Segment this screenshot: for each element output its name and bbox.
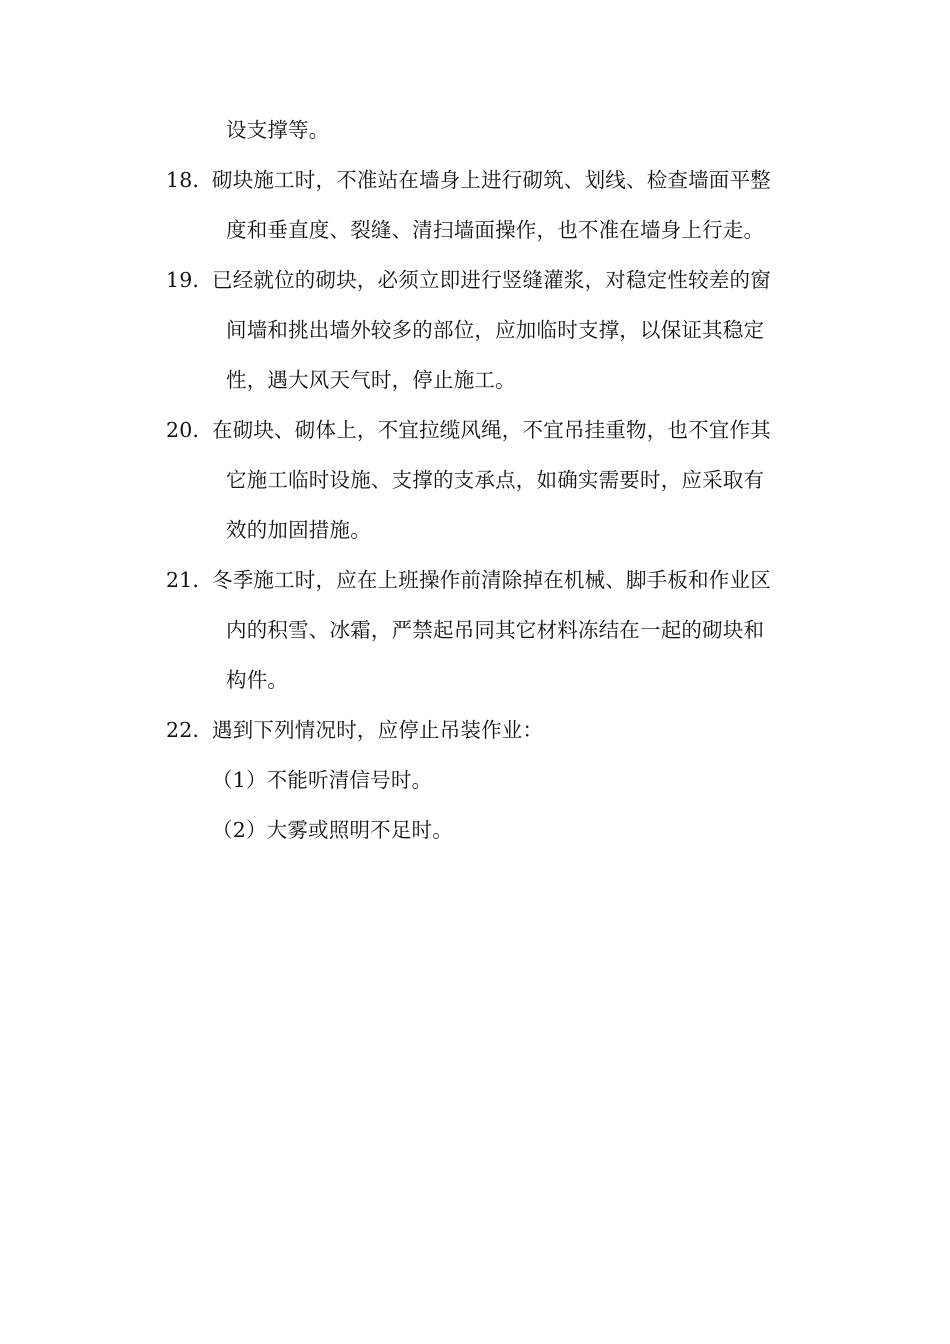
item-number: 22． [166,718,214,742]
list-item-18 [166,155,826,255]
list-item-21 [166,555,826,705]
item-text: 已经就位的砌块，必须立即进行竖缝灌浆，对稳定性较差的窗 [212,268,771,292]
item-text: 在砌块、砌体上，不宜拉缆风绳，不宜吊挂重物，也不宜作其 [212,418,771,442]
item-text: 效的加固措施。 [226,518,371,542]
item-number: 20． [166,418,214,442]
list-item-20 [166,405,826,555]
item-text: 内的积雪、冰霜，严禁起吊同其它材料冻结在一起的砌块和 [226,618,765,642]
item-text: 遇到下列情况时，应停止吊装作业： [212,718,544,742]
sub-item: （2）大雾或照明不足时。 [212,818,453,842]
item-number: 21． [166,568,214,592]
item-text: 它施工临时设施、支撑的支承点，如确实需要时，应采取有 [226,468,765,492]
item-text: 度和垂直度、裂缝、清扫墙面操作，也不准在墙身上行走。 [226,218,765,242]
item-text: 构件。 [226,668,289,692]
list-item-22 [166,705,826,755]
item-text: 砌块施工时，不准站在墙身上进行砌筑、划线、检查墙面平整 [212,168,771,192]
item-number: 19． [166,268,214,292]
item-text: 性，遇大风天气时，停止施工。 [226,368,516,392]
body-text [166,105,826,855]
sub-item: （1）不能听清信号时。 [212,768,433,792]
continuation-line: 设支撑等。 [226,118,330,142]
list-item-19 [166,255,826,405]
item-text: 间墙和挑出墙外较多的部位，应加临时支撑，以保证其稳定 [226,318,765,342]
item-number: 18． [166,168,214,192]
item-text: 冬季施工时，应在上班操作前清除掉在机械、脚手板和作业区 [212,568,771,592]
